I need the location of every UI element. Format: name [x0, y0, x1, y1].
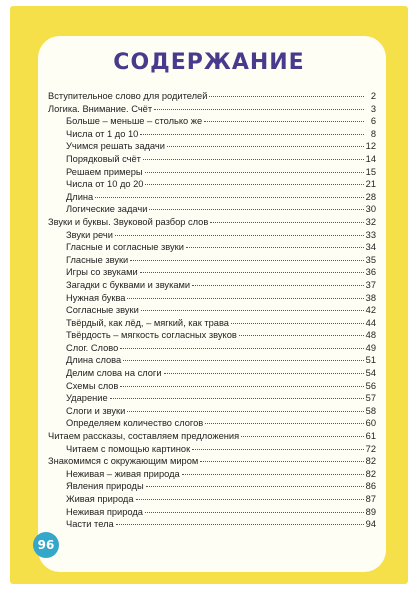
toc-entry-title: Решаем примеры: [66, 166, 143, 177]
toc-dot-leader: [210, 222, 363, 223]
toc-entry: [48, 506, 376, 519]
toc-entry-title: Живая природа: [66, 494, 134, 504]
toc-dot-leader: [123, 360, 364, 361]
toc-dot-leader: [200, 461, 363, 462]
toc-entry: [48, 140, 376, 153]
toc-entry: [48, 216, 376, 229]
toc-entry-title: Больше – меньше – столько же: [66, 116, 203, 127]
toc-entry: [48, 279, 376, 292]
toc-entry-title: Нужная буква: [66, 292, 126, 303]
toc-entry-page: 48: [365, 330, 376, 341]
toc-dot-leader: [209, 96, 364, 97]
toc-entry-page: 87: [365, 494, 376, 504]
toc-entry: [48, 304, 376, 317]
toc-dot-leader: [127, 298, 363, 299]
toc-entry-title: Ударение: [66, 393, 108, 404]
toc-entry-title: Неживая природа: [66, 506, 143, 517]
toc-entry-page: 3: [370, 103, 376, 114]
toc-entry-title: Части тела: [66, 519, 114, 530]
toc-entry-page: 38: [365, 292, 376, 303]
toc-dot-leader: [116, 524, 364, 525]
toc-entry: [48, 241, 376, 254]
toc-entry-title: Звуки речи: [66, 229, 113, 240]
toc-entry-page: 36: [365, 267, 376, 278]
toc-entry-page: 14: [365, 153, 376, 164]
toc-entry-page: 60: [365, 418, 376, 429]
toc-dot-leader: [167, 146, 364, 147]
toc-dot-leader: [146, 486, 364, 487]
toc-entry-title: Гласные и согласные звуки: [66, 242, 184, 253]
toc-entry: [48, 266, 376, 279]
toc-entry-title: Звуки и буквы. Звуковой разбор слов: [48, 216, 209, 227]
toc-entry-title: Читаем рассказы, составляем предложения: [48, 431, 240, 442]
toc-dot-leader: [186, 247, 364, 248]
toc-entry: [48, 203, 376, 216]
toc-entry: [48, 354, 376, 367]
toc-entry-page: 72: [365, 443, 376, 454]
toc-entry-page: 86: [365, 481, 376, 492]
toc-entry-title: Явления природы: [66, 481, 144, 492]
toc-entry-page: 51: [365, 355, 376, 366]
toc-entry: [48, 443, 376, 456]
toc-entry: [48, 317, 376, 330]
toc-dot-leader: [182, 474, 364, 475]
toc-entry-page: 30: [365, 204, 376, 215]
toc-entry: [48, 329, 376, 342]
toc-entry: [48, 191, 376, 204]
toc-entry-page: 21: [365, 179, 376, 190]
toc-entry-page: 94: [365, 519, 376, 530]
toc-dot-leader: [154, 109, 364, 110]
toc-entry-title: Длина: [66, 191, 94, 202]
toc-entry-title: Числа от 10 до 20: [66, 179, 144, 190]
toc-entry-page: 35: [365, 254, 376, 265]
toc-entry-title: Читаем с помощью картинок: [66, 443, 191, 454]
toc-entry-page: 49: [365, 342, 376, 353]
toc-entry-page: 32: [365, 216, 376, 227]
toc-entry-title: Длина слова: [66, 355, 122, 366]
toc-entry: [48, 480, 376, 493]
toc-dot-leader: [115, 235, 364, 236]
toc-entry-title: Согласные звуки: [66, 305, 139, 316]
toc-entry-title: Загадки с буквами и звуками: [66, 279, 191, 290]
toc-entry-page: 2: [370, 91, 376, 101]
toc-entry: [48, 518, 376, 531]
toc-dot-leader: [164, 373, 364, 374]
toc-entry: [48, 392, 376, 405]
toc-entry: [48, 128, 376, 141]
toc-entry-page: 56: [365, 380, 376, 391]
page-number-badge: 96: [33, 532, 59, 558]
toc-entry-title: Гласные звуки: [66, 254, 129, 265]
toc-entry-page: 37: [365, 279, 376, 290]
toc-entry-page: 12: [365, 141, 376, 152]
toc-entry-page: 33: [365, 229, 376, 240]
toc-entry-title: Определяем количество слогов: [66, 418, 204, 429]
toc-entry-page: 58: [365, 405, 376, 416]
toc-entry-title: Игры со звуками: [66, 267, 138, 278]
toc-entry-title: Слоги и звуки: [66, 405, 126, 416]
toc-entry-title: Неживая – живая природа: [66, 468, 180, 479]
toc-dot-leader: [110, 398, 364, 399]
toc-dot-leader: [140, 134, 364, 135]
toc-entry: [48, 493, 376, 506]
toc-entry-page: 89: [365, 506, 376, 517]
toc-entry-title: Порядковый счёт: [66, 153, 141, 164]
toc-entry-page: 8: [370, 128, 376, 139]
toc-entry: [48, 417, 376, 430]
toc-dot-leader: [241, 436, 364, 437]
toc-entry-page: 82: [365, 468, 376, 479]
toc-entry-title: Твёрдость – мягкость согласных звуков: [66, 330, 237, 341]
toc-entry-title: Логические задачи: [66, 204, 148, 215]
toc-entry-page: 61: [365, 431, 376, 442]
toc-dot-leader: [239, 335, 364, 336]
toc-entry-title: Числа от 1 до 10: [66, 128, 139, 139]
toc-entry-page: 57: [365, 393, 376, 404]
toc-dot-leader: [145, 512, 364, 513]
toc-entry: [48, 468, 376, 481]
toc-entry-title: Вступительное слово для родителей: [48, 91, 208, 101]
toc-dot-leader: [145, 184, 363, 185]
toc-dot-leader: [120, 348, 363, 349]
toc-dot-leader: [143, 159, 364, 160]
toc-entry-title: Твёрдый, как лёд, – мягкий, как трава: [66, 317, 229, 328]
toc-entry: [48, 380, 376, 393]
toc-entry-page: 42: [365, 305, 376, 316]
toc-dot-leader: [192, 285, 364, 286]
toc-dot-leader: [231, 323, 364, 324]
toc-entry: [48, 103, 376, 116]
toc-entry-page: 44: [365, 317, 376, 328]
toc-dot-leader: [130, 260, 363, 261]
toc-dot-leader: [95, 197, 363, 198]
toc-entry-page: 28: [365, 191, 376, 202]
toc-dot-leader: [192, 449, 364, 450]
toc-entry-title: Делим слова на слоги: [66, 368, 162, 379]
toc-dot-leader: [205, 423, 363, 424]
toc-entry-title: Учимся решать задачи: [66, 141, 165, 152]
toc-entry: [48, 254, 376, 267]
toc-entry: [48, 153, 376, 166]
toc-dot-leader: [204, 121, 364, 122]
toc-entry-page: 6: [370, 116, 376, 127]
toc-entry: [48, 166, 376, 179]
toc-entry: [48, 342, 376, 355]
toc-dot-leader: [136, 499, 364, 500]
toc-entry-page: 34: [365, 242, 376, 253]
toc-dot-leader: [127, 411, 363, 412]
toc-entry: [48, 178, 376, 191]
toc-dot-leader: [120, 386, 363, 387]
toc-entry: [48, 115, 376, 128]
toc-entry-title: Логика. Внимание. Счёт: [48, 103, 153, 114]
table-of-contents: [48, 90, 376, 531]
toc-dot-leader: [140, 272, 364, 273]
toc-entry: [48, 430, 376, 443]
toc-entry: [48, 405, 376, 418]
toc-entry-title: Знакомимся с окружающим миром: [48, 456, 199, 467]
toc-dot-leader: [149, 209, 363, 210]
toc-entry: [48, 455, 376, 468]
toc-dot-leader: [145, 172, 364, 173]
toc-entry: [48, 292, 376, 305]
toc-entry: [48, 229, 376, 242]
toc-entry-page: 82: [365, 456, 376, 467]
toc-dot-leader: [141, 310, 364, 311]
toc-entry-page: 15: [365, 166, 376, 177]
toc-entry: [48, 90, 376, 103]
toc-entry: [48, 367, 376, 380]
toc-entry-title: Схемы слов: [66, 380, 119, 391]
toc-entry-page: 54: [365, 368, 376, 379]
toc-entry-title: Слог. Слово: [66, 342, 119, 353]
page-title: СОДЕРЖАНИЕ: [113, 50, 305, 75]
